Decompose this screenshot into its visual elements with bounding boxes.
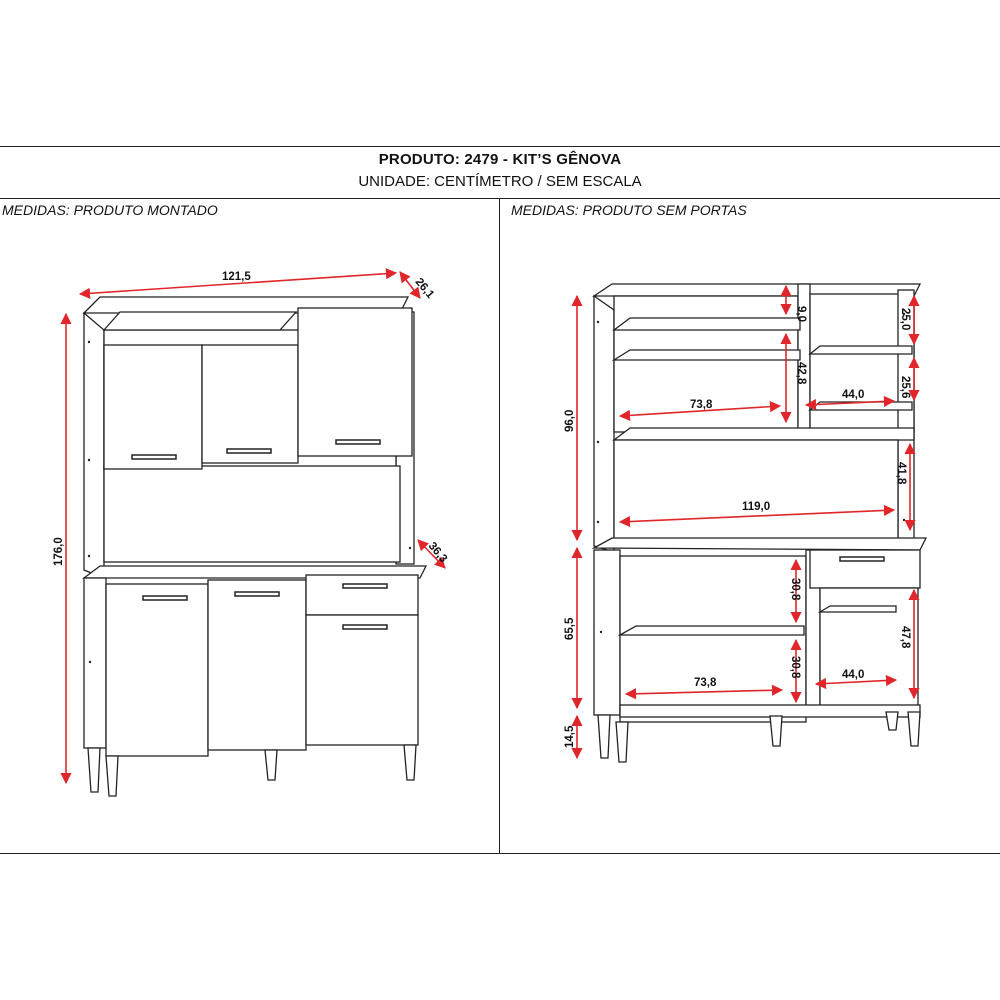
dim-upper-shelf-height: 42,8 [795, 362, 807, 385]
dim-niche-width: 119,0 [742, 501, 771, 513]
dim-lower-left-width: 73,8 [694, 677, 717, 689]
dim-depth-counter: 36,3 [425, 540, 450, 566]
dim-lower-shelf-top: 30,8 [789, 578, 801, 601]
dim-lower-right-height: 47,8 [899, 626, 911, 649]
right-panel-label: MEDIDAS: PRODUTO SEM PORTAS [511, 202, 747, 218]
dim-upper-right-width: 44,0 [842, 389, 865, 401]
dim-height: 176,0 [53, 537, 65, 566]
dim-upper-height: 96,0 [564, 409, 576, 432]
dim-lower-shelf-bottom: 30,8 [789, 656, 801, 679]
unit-subtitle: UNIDADE: CENTÍMETRO / SEM ESCALA [358, 173, 642, 190]
assembled-cabinet [84, 297, 426, 796]
dim-leg-height: 14,5 [564, 725, 576, 748]
dim-width: 121,5 [222, 271, 251, 283]
dim-niche-height: 41,8 [895, 462, 907, 485]
dim-lower-right-width: 44,0 [842, 669, 865, 681]
dim-upper-right-mid: 25,6 [899, 376, 911, 399]
dim-depth-top: 26,1 [412, 276, 437, 301]
dim-lower-height: 65,5 [564, 617, 576, 640]
dim-top-gap: 9,0 [795, 306, 807, 322]
product-title: PRODUTO: 2479 - KIT’S GÊNOVA [378, 151, 622, 168]
dim-upper-right-top: 25,0 [899, 308, 911, 331]
left-panel-label: MEDIDAS: PRODUTO MONTADO [2, 202, 218, 218]
dim-upper-left-width: 73,8 [690, 399, 713, 411]
